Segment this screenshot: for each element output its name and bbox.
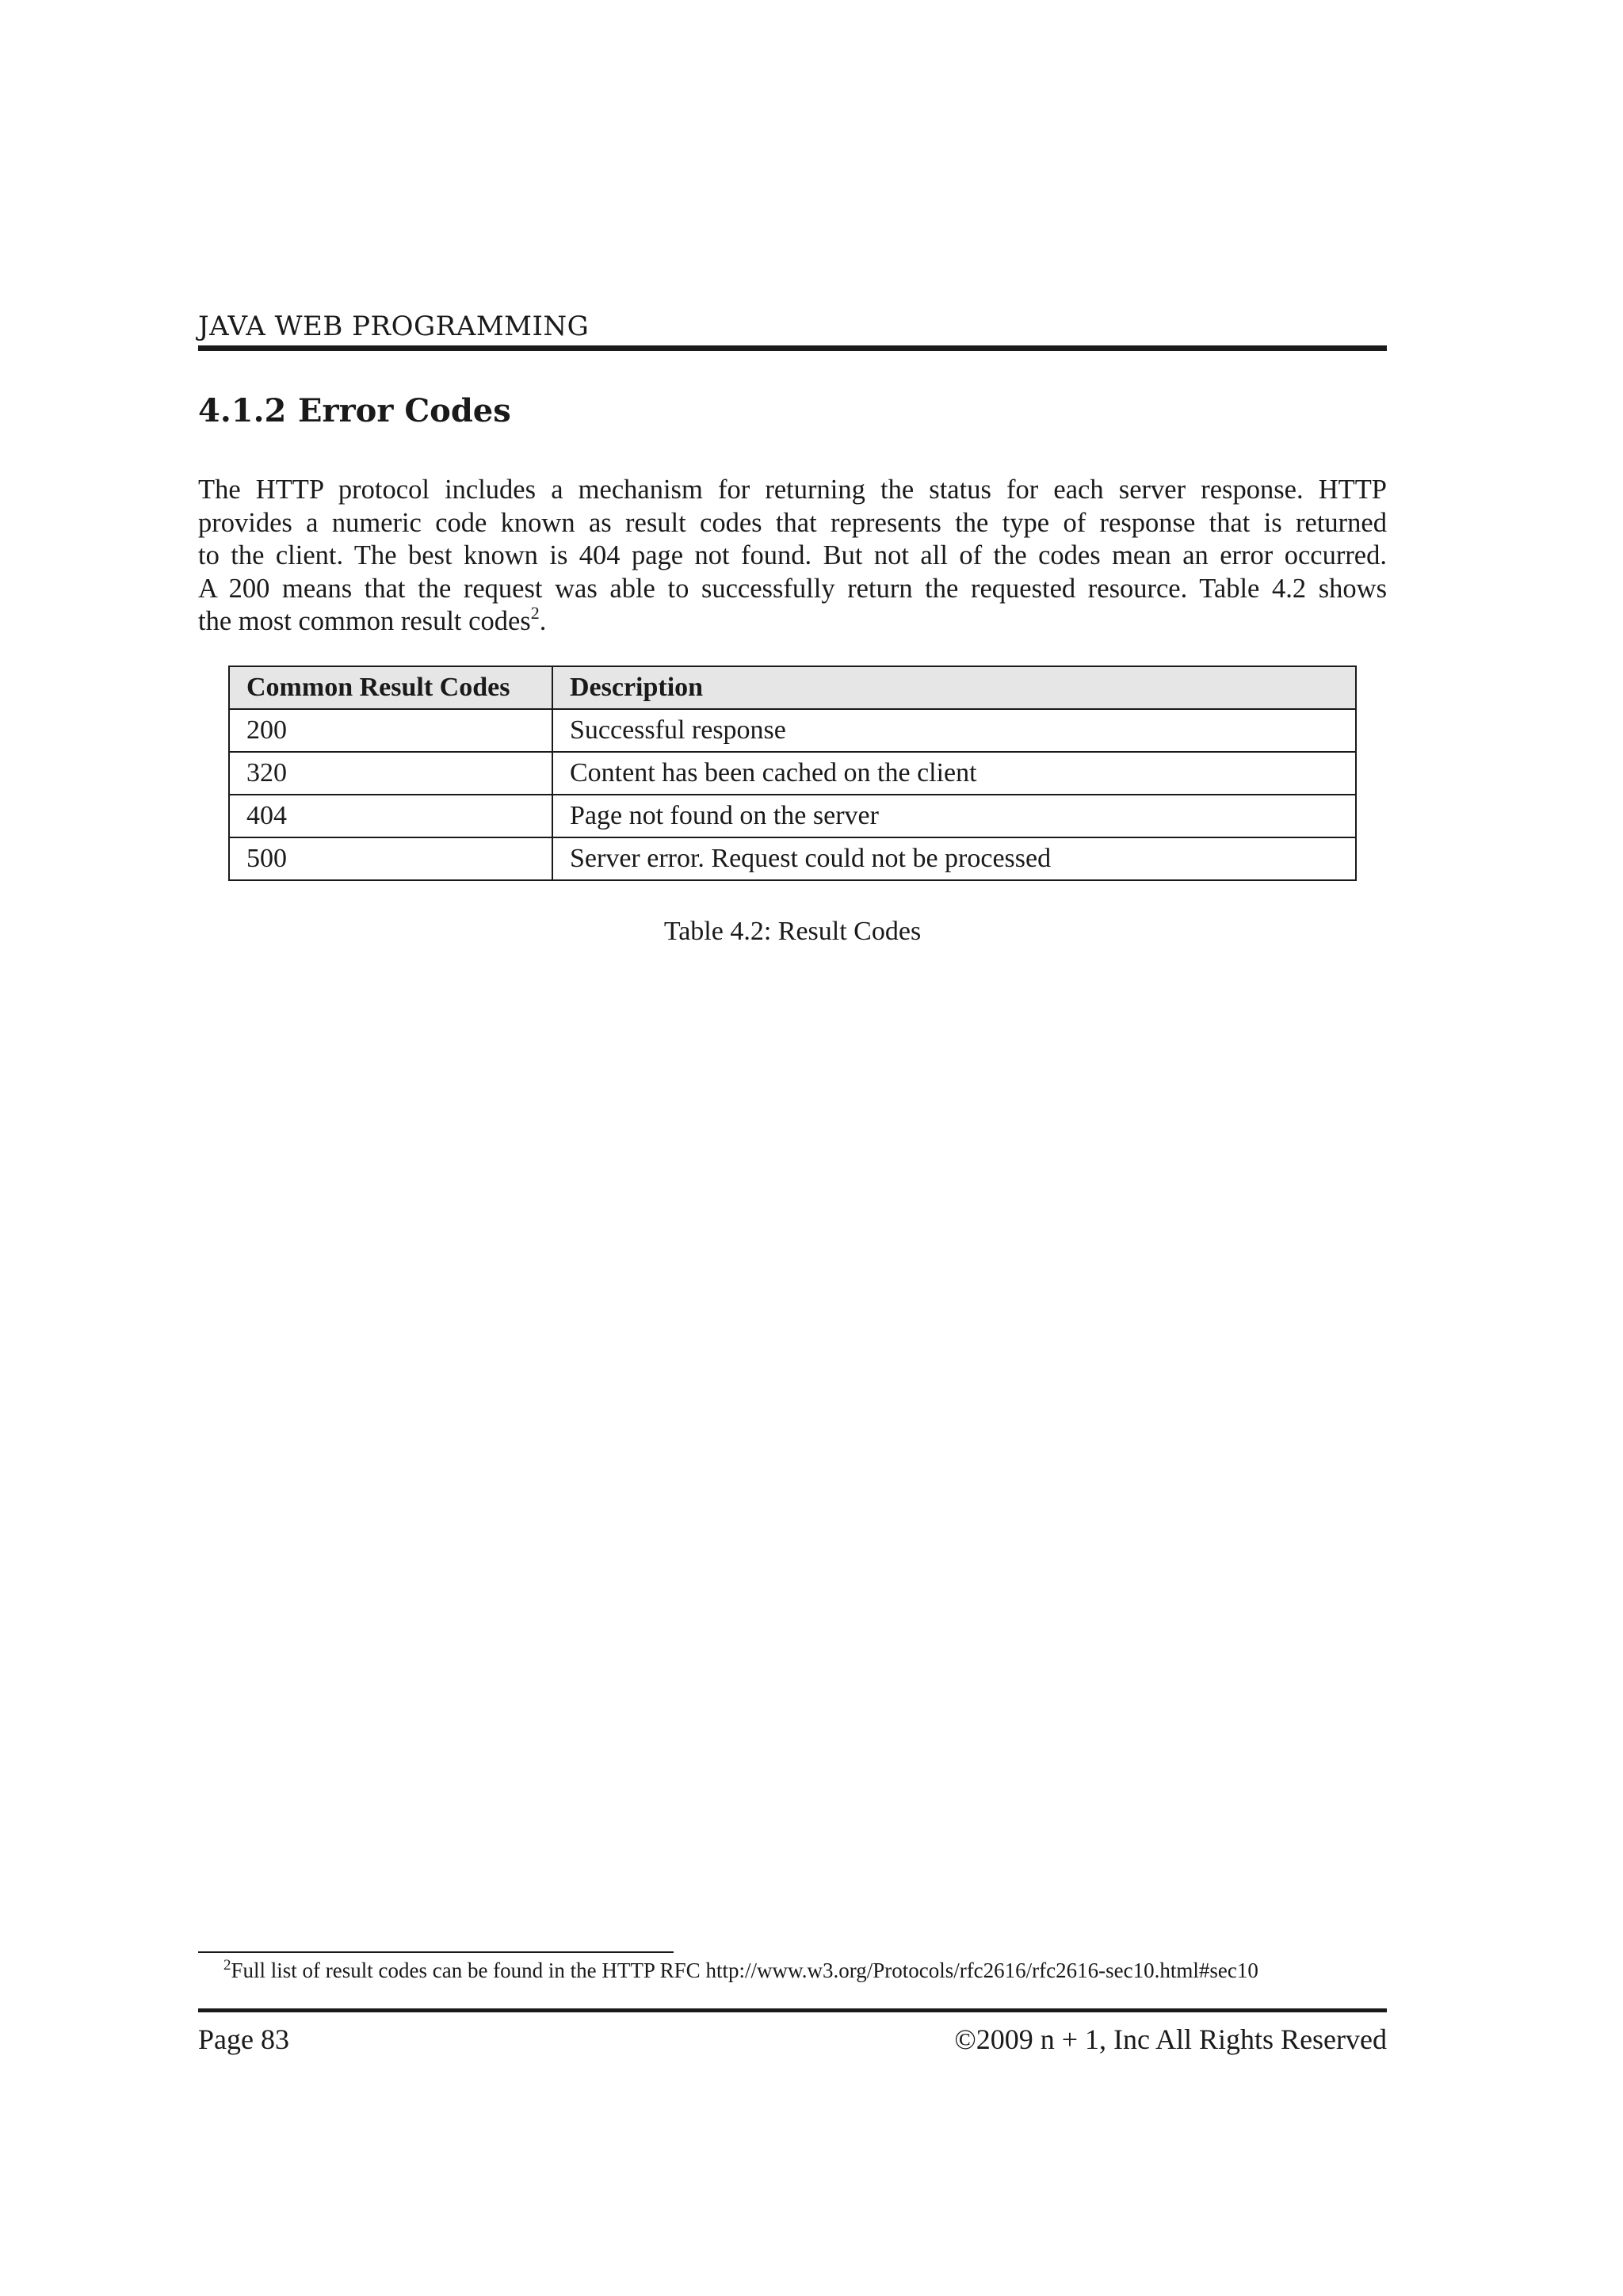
footnote-text: Full list of result codes can be found in the HTTP RFC http://www.w3.org/Protocols/rfc2616/rfc2616-sec10.html#sec10 — [231, 1958, 1258, 1982]
footnote-reference: 2 — [530, 603, 540, 623]
section-heading — [198, 391, 1387, 431]
table-row — [229, 837, 1356, 880]
paragraph-line: provides a numeric code known as result codes that represents the type of response that is returned — [198, 507, 1387, 538]
page-number: Page 83 — [198, 2023, 289, 2055]
paragraph-line — [198, 605, 1387, 639]
result-code-cell: 404 — [229, 795, 552, 837]
result-code-cell: 320 — [229, 752, 552, 795]
section-title: Error Codes — [298, 392, 511, 429]
paragraph-line-text: the most common result codes — [198, 606, 531, 636]
footnote — [223, 1957, 1412, 1984]
table-row — [229, 752, 1356, 795]
body-paragraph — [198, 474, 1387, 639]
result-code-cell: 200 — [229, 709, 552, 752]
footnote-marker: 2 — [223, 1957, 231, 1974]
paragraph-line: A 200 means that the request was able to successfully return the requested resource. Table 4.2 shows — [198, 573, 1387, 604]
footnote-rule — [198, 1951, 674, 1953]
header-rule — [198, 345, 1387, 351]
table-header-row — [229, 666, 1356, 709]
table-caption: Table 4.2: Result Codes — [663, 917, 922, 946]
sentence-end: . — [539, 606, 547, 636]
paragraph-line: The HTTP protocol includes a mechanism for returning the status for each server response. HTTP — [198, 475, 1387, 505]
running-header: JAVA WEB PROGRAMMING — [198, 311, 590, 342]
paragraph-line: to the client. The best known is 404 page not found. But not all of the codes mean an error occurred. — [198, 540, 1387, 570]
copyright-notice: ©2009 n + 1, Inc All Rights Reserved — [954, 2023, 1387, 2055]
column-header-code: Common Result Codes — [229, 666, 552, 709]
description-cell: Content has been cached on the client — [552, 752, 1356, 795]
column-header-description: Description — [552, 666, 1356, 709]
description-cell: Server error. Request could not be processed — [552, 837, 1356, 880]
footer-rule — [198, 2008, 1387, 2012]
table-row — [229, 709, 1356, 752]
result-code-cell: 500 — [229, 837, 552, 880]
result-codes-table — [228, 666, 1357, 881]
description-cell: Page not found on the server — [552, 795, 1356, 837]
section-number: 4.1.2 — [198, 392, 287, 429]
description-cell: Successful response — [552, 709, 1356, 752]
table-row — [229, 795, 1356, 837]
